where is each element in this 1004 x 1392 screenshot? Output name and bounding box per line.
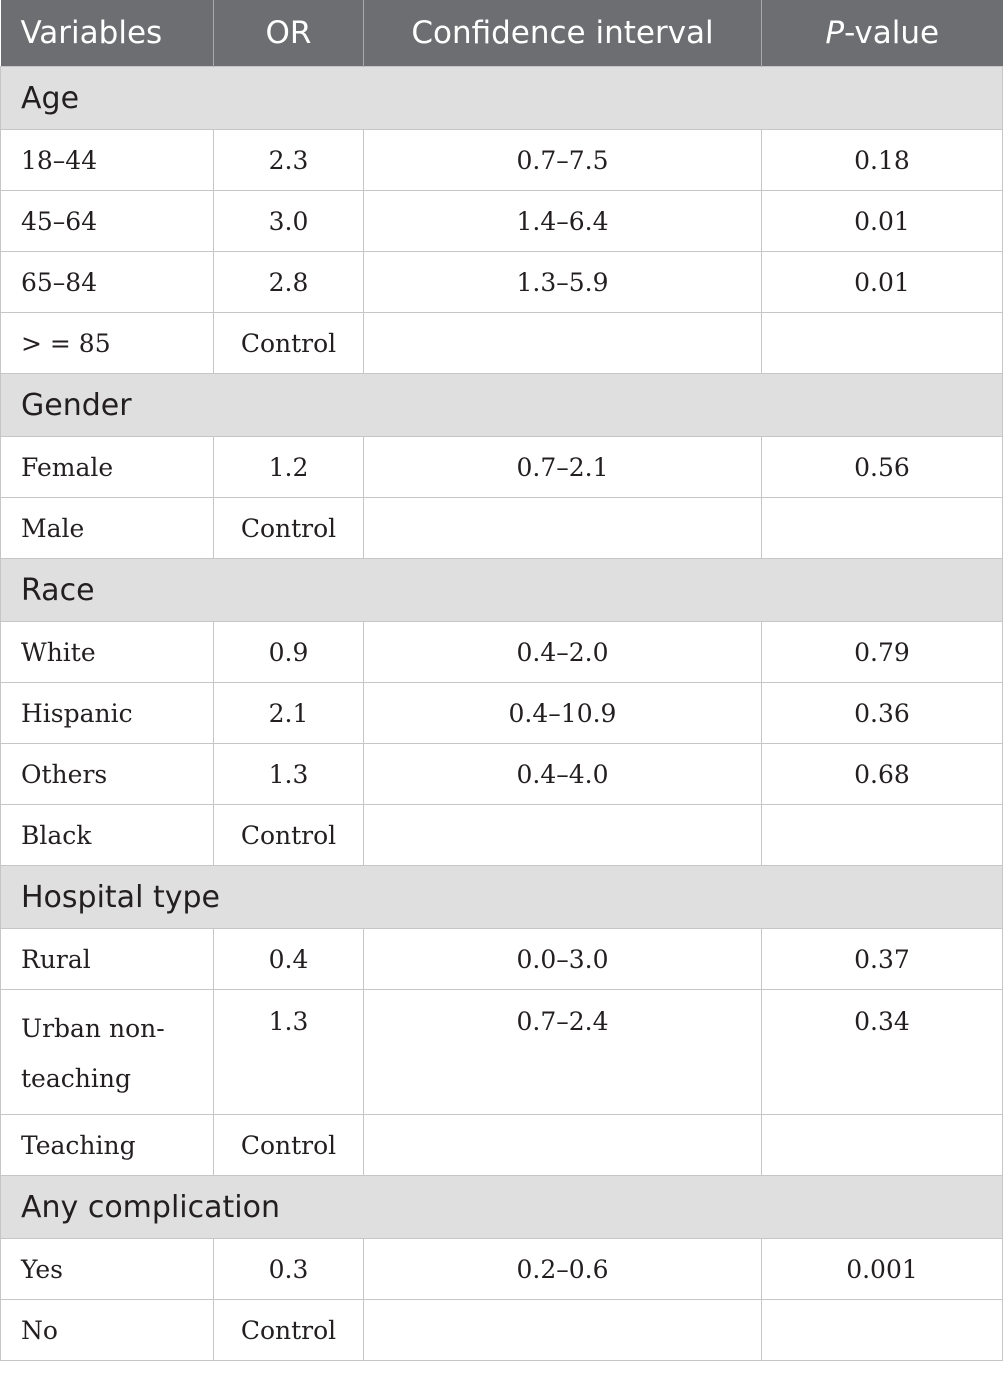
section-title: Race: [1, 559, 1003, 622]
row-label: [1, 990, 214, 1115]
row-p: [762, 498, 1003, 559]
row-label: > = 85: [1, 313, 214, 374]
table-row: [1, 1115, 1003, 1176]
header-p-italic: P: [825, 15, 845, 51]
row-or: 0.3: [214, 1239, 364, 1300]
row-label: Female: [1, 437, 214, 498]
row-label-line-1: Urban non-: [21, 1014, 165, 1043]
row-label: Hispanic: [1, 683, 214, 744]
row-or: 2.3: [214, 130, 364, 191]
section-title: Gender: [1, 374, 1003, 437]
table-row: [1, 252, 1003, 313]
row-label: Black: [1, 805, 214, 866]
table-row: [1, 437, 1003, 498]
header-p-value: [762, 0, 1003, 67]
section-row-gender: [1, 374, 1003, 437]
row-label: Others: [1, 744, 214, 805]
section-row-any-complication: [1, 1176, 1003, 1239]
row-or: 1.2: [214, 437, 364, 498]
table-row: [1, 130, 1003, 191]
row-p: 0.01: [762, 252, 1003, 313]
row-p: 0.36: [762, 683, 1003, 744]
row-p: 0.34: [762, 990, 1003, 1115]
row-or: 2.1: [214, 683, 364, 744]
row-ci: [364, 1300, 762, 1361]
row-p: 0.68: [762, 744, 1003, 805]
row-label: White: [1, 622, 214, 683]
table-row: [1, 805, 1003, 866]
section-title: Any complication: [1, 1176, 1003, 1239]
row-or: Control: [214, 313, 364, 374]
section-title: Age: [1, 67, 1003, 130]
row-ci: 0.4–2.0: [364, 622, 762, 683]
row-ci: [364, 313, 762, 374]
row-ci: 0.7–2.4: [364, 990, 762, 1115]
row-ci: 0.7–7.5: [364, 130, 762, 191]
row-or: 2.8: [214, 252, 364, 313]
row-or: 3.0: [214, 191, 364, 252]
table-row: [1, 1300, 1003, 1361]
row-ci: 1.3–5.9: [364, 252, 762, 313]
row-p: [762, 1115, 1003, 1176]
row-label: 18–44: [1, 130, 214, 191]
section-row-hospital-type: [1, 866, 1003, 929]
row-p: 0.01: [762, 191, 1003, 252]
row-label: Rural: [1, 929, 214, 990]
section-row-age: [1, 67, 1003, 130]
row-label: Male: [1, 498, 214, 559]
row-ci: 1.4–6.4: [364, 191, 762, 252]
header-p-rest: -value: [844, 15, 940, 51]
row-p: 0.79: [762, 622, 1003, 683]
header-or: OR: [214, 0, 364, 67]
row-label-line-2: teaching: [21, 1064, 131, 1093]
row-ci: 0.0–3.0: [364, 929, 762, 990]
row-ci: 0.4–10.9: [364, 683, 762, 744]
header-variables: Variables: [1, 0, 214, 67]
section-row-race: [1, 559, 1003, 622]
row-or: 1.3: [214, 744, 364, 805]
table-row: [1, 313, 1003, 374]
row-p: 0.001: [762, 1239, 1003, 1300]
row-or: Control: [214, 1300, 364, 1361]
table-row: [1, 683, 1003, 744]
row-or: Control: [214, 1115, 364, 1176]
row-p: [762, 313, 1003, 374]
table-row: [1, 929, 1003, 990]
row-ci: [364, 1115, 762, 1176]
row-or: Control: [214, 498, 364, 559]
header-row: [1, 0, 1003, 67]
table-row: [1, 498, 1003, 559]
row-p: [762, 1300, 1003, 1361]
row-or: 0.9: [214, 622, 364, 683]
row-ci: 0.7–2.1: [364, 437, 762, 498]
row-or: 1.3: [214, 990, 364, 1115]
header-confidence-interval: Confidence interval: [364, 0, 762, 67]
row-ci: 0.2–0.6: [364, 1239, 762, 1300]
table-row: [1, 1239, 1003, 1300]
table-row: [1, 191, 1003, 252]
row-label: Yes: [1, 1239, 214, 1300]
table-row: [1, 744, 1003, 805]
section-title: Hospital type: [1, 866, 1003, 929]
row-p: 0.56: [762, 437, 1003, 498]
row-p: 0.37: [762, 929, 1003, 990]
row-label: 45–64: [1, 191, 214, 252]
row-or: Control: [214, 805, 364, 866]
row-p: 0.18: [762, 130, 1003, 191]
table-row: [1, 622, 1003, 683]
row-p: [762, 805, 1003, 866]
row-ci: 0.4–4.0: [364, 744, 762, 805]
row-ci: [364, 805, 762, 866]
row-or: 0.4: [214, 929, 364, 990]
row-ci: [364, 498, 762, 559]
row-label: No: [1, 1300, 214, 1361]
row-label: Teaching: [1, 1115, 214, 1176]
row-label: 65–84: [1, 252, 214, 313]
table-row: [1, 990, 1003, 1115]
